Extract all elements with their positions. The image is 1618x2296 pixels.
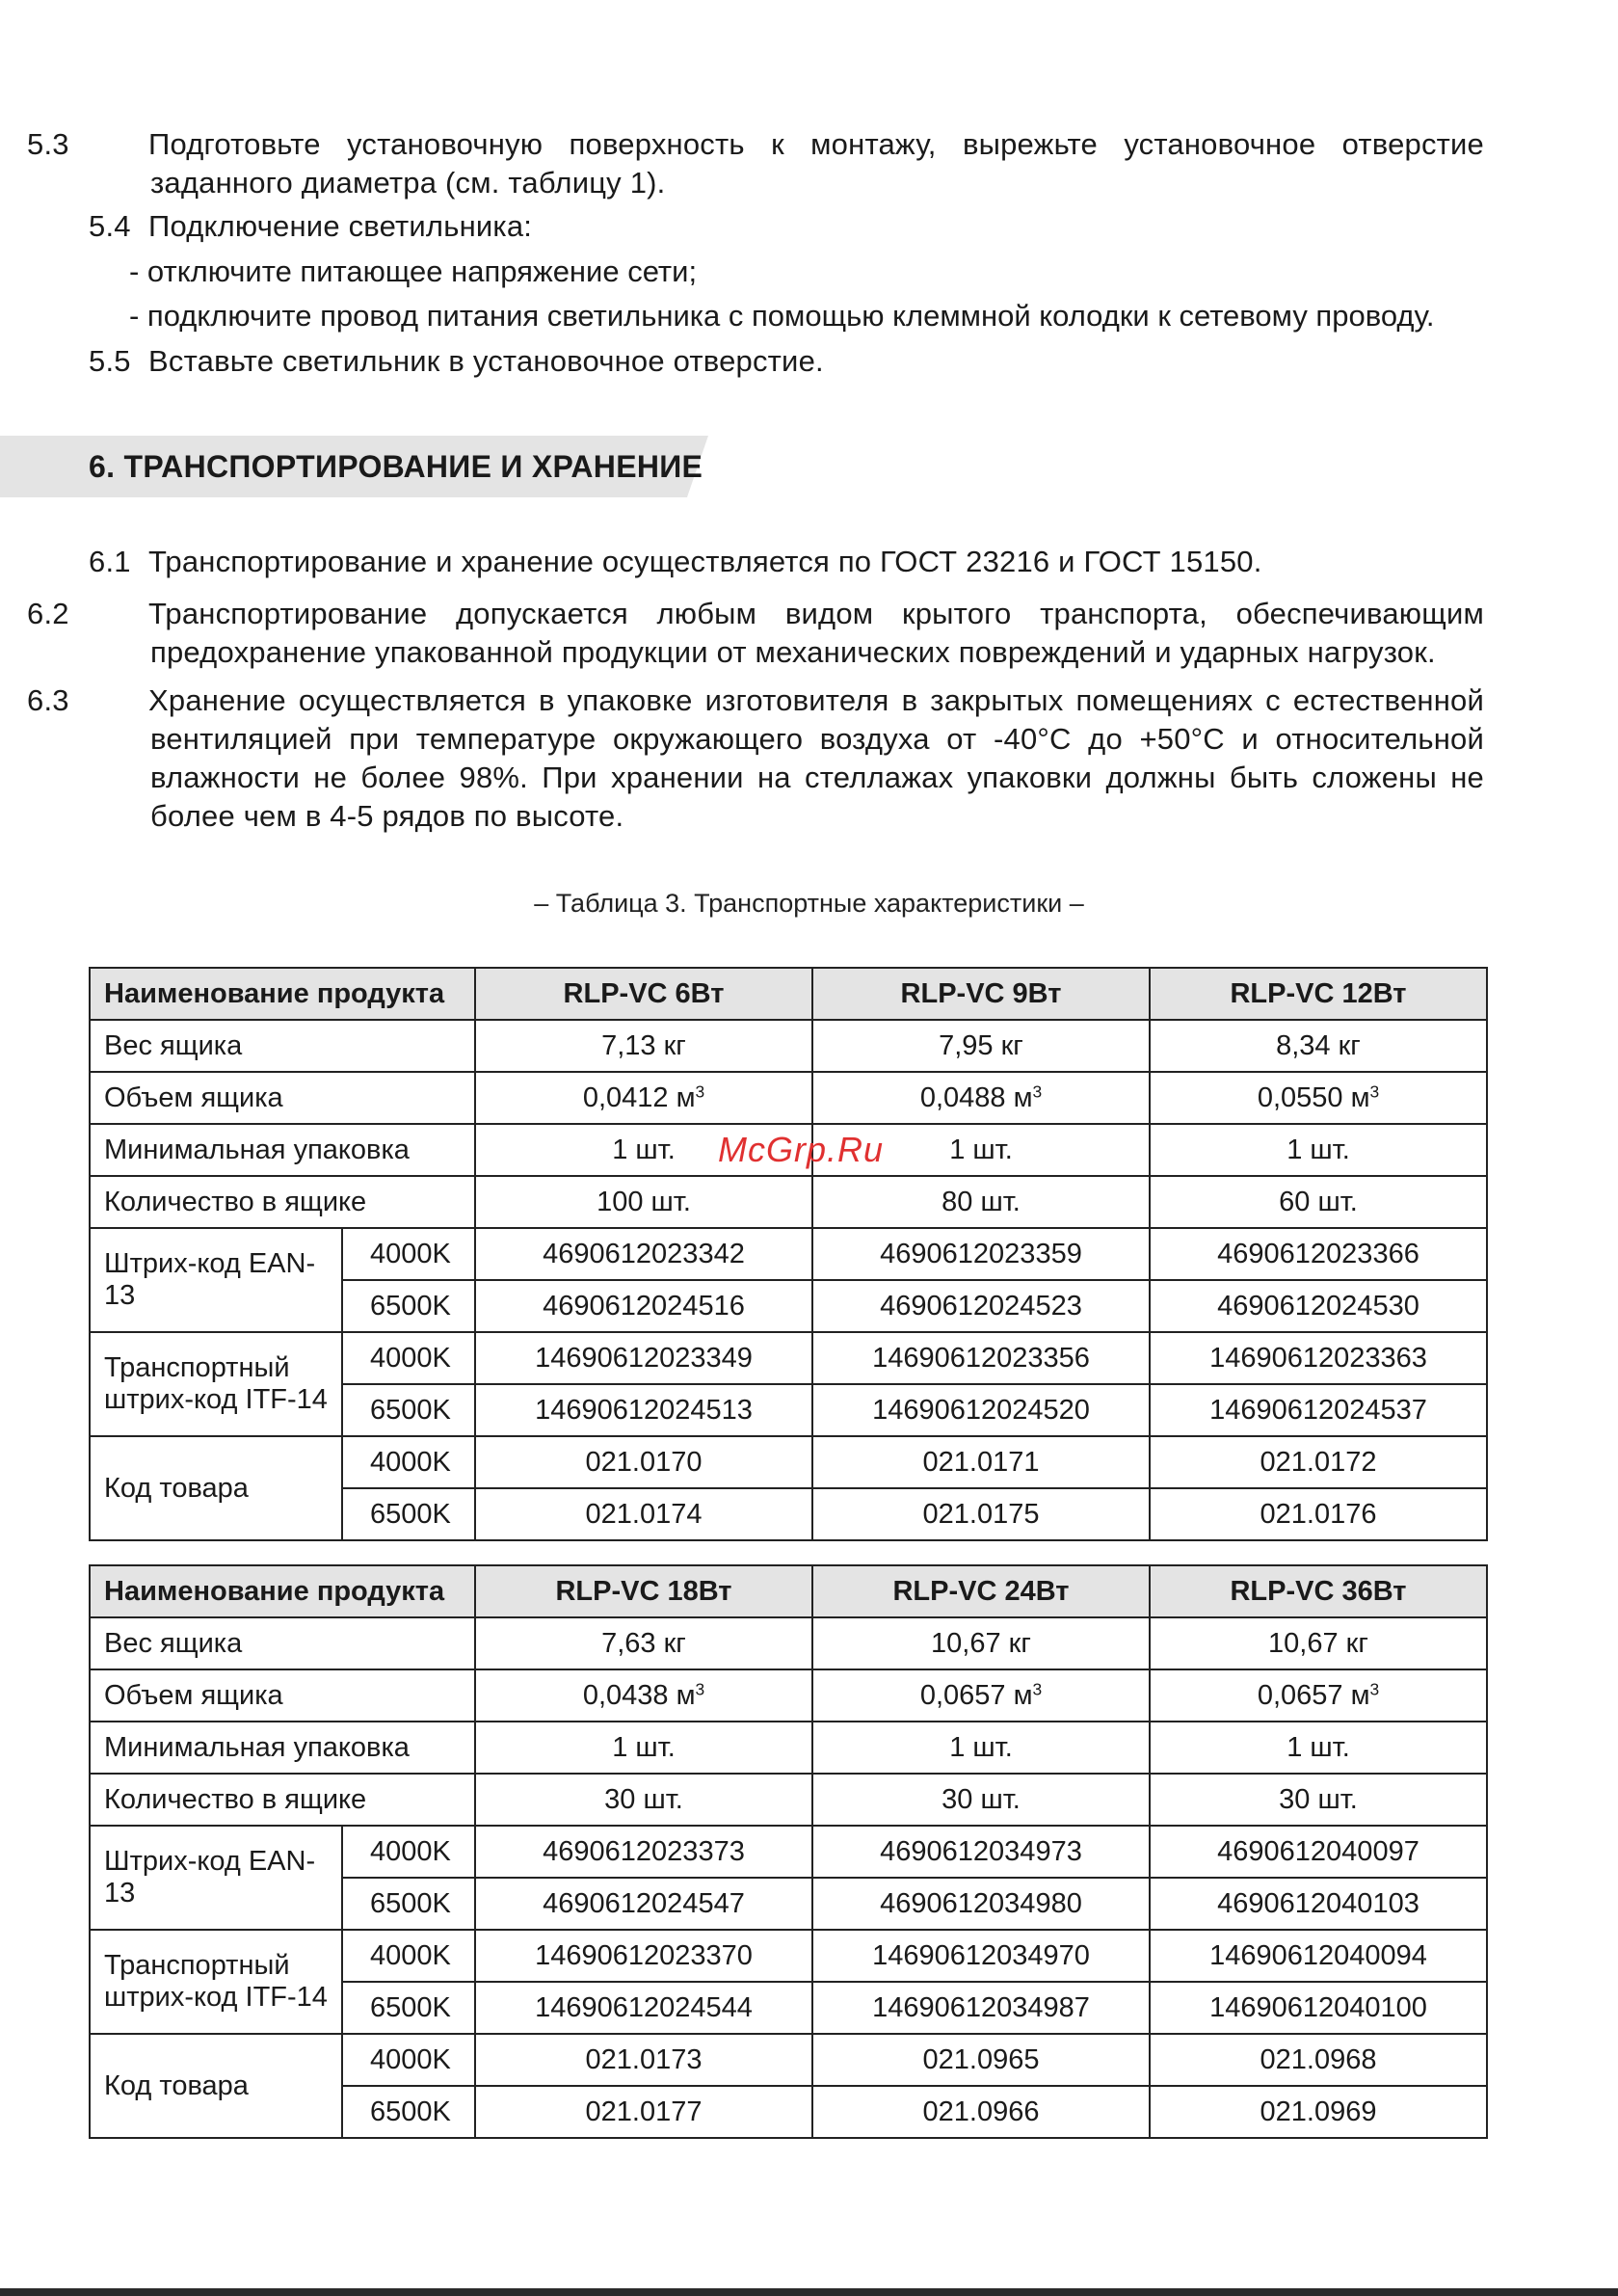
row-label: Объем ящика xyxy=(90,1669,475,1722)
table-row xyxy=(90,1617,1487,1669)
table-cell: 4690612040097 xyxy=(1150,1826,1487,1878)
color-temperature: 6500K xyxy=(342,1878,475,1930)
volume-unit-exponent: 3 xyxy=(1369,1678,1380,1698)
volume-value: 0,0657 xyxy=(1257,1679,1343,1711)
volume-unit-exponent: 3 xyxy=(695,1081,705,1101)
table-cell: 021.0966 xyxy=(812,2086,1150,2138)
table-cell: 14690612034987 xyxy=(812,1982,1150,2034)
table-cell: 1 шт. xyxy=(1150,1722,1487,1774)
table-cell: 8,34 кг xyxy=(1150,1020,1487,1072)
paragraph-5-3 xyxy=(27,125,1484,202)
volume-unit: м xyxy=(676,1679,696,1711)
volume-unit: м xyxy=(1013,1081,1033,1113)
table-row xyxy=(90,1436,1487,1488)
table-header-row xyxy=(90,1565,1487,1617)
color-temperature: 4000K xyxy=(342,1228,475,1280)
color-temperature: 6500K xyxy=(342,1280,475,1332)
table-cell xyxy=(812,1072,1150,1124)
volume-unit: м xyxy=(1013,1679,1033,1711)
volume-unit: м xyxy=(1350,1081,1370,1113)
paragraph-text: Вставьте светильник в установочное отверстие. xyxy=(148,344,824,378)
header-product: RLP-VC 12Вт xyxy=(1150,968,1487,1020)
volume-unit: м xyxy=(1350,1679,1370,1711)
color-temperature: 6500K xyxy=(342,1982,475,2034)
volume-unit-exponent: 3 xyxy=(1032,1678,1043,1698)
color-temperature: 4000K xyxy=(342,2034,475,2086)
table-cell: 80 шт. xyxy=(812,1176,1150,1228)
table-row xyxy=(90,1669,1487,1722)
table-row xyxy=(90,1722,1487,1774)
volume-unit-exponent: 3 xyxy=(1369,1081,1380,1101)
table-row xyxy=(90,1826,1487,1878)
header-product: RLP-VC 24Вт xyxy=(812,1565,1150,1617)
table-cell: 14690612024537 xyxy=(1150,1384,1487,1436)
table-cell: 021.0175 xyxy=(812,1488,1150,1540)
table-cell: 14690612040094 xyxy=(1150,1930,1487,1982)
table-cell: 4690612023359 xyxy=(812,1228,1150,1280)
table-cell: 14690612023356 xyxy=(812,1332,1150,1384)
table-cell xyxy=(812,1669,1150,1722)
volume-value: 0,0488 xyxy=(919,1081,1006,1113)
row-label: Вес ящика xyxy=(90,1020,475,1072)
table-cell: 4690612040103 xyxy=(1150,1878,1487,1930)
table-header-row xyxy=(90,968,1487,1020)
paragraph-number: 5.4 xyxy=(89,209,131,243)
table-cell: 14690612040100 xyxy=(1150,1982,1487,2034)
transport-table-2 xyxy=(89,1564,1488,2139)
header-label: Наименование продукта xyxy=(90,1565,475,1617)
row-label: Штрих-код EAN-13 xyxy=(90,1826,342,1930)
volume-unit-exponent: 3 xyxy=(1032,1081,1043,1101)
paragraph-5-4 xyxy=(89,207,1484,246)
color-temperature: 4000K xyxy=(342,1332,475,1384)
row-label: Штрих-код EAN-13 xyxy=(90,1228,342,1332)
table-row xyxy=(90,1072,1487,1124)
paragraph-6-2 xyxy=(27,595,1484,672)
row-label: Минимальная упаковка xyxy=(90,1124,475,1176)
paragraph-text: Хранение осуществляется в упаковке изготовителя в закрытых помещениях с естественной вентиляцией при температуре окружающего воздуха от -40°С до +50°С и относительной влажности не более 98%. При хранении на стеллажах упаковки должны быть сложены не более чем в 4-5 рядов по высоте. xyxy=(148,683,1484,833)
color-temperature: 4000K xyxy=(342,1436,475,1488)
table-cell: 4690612023342 xyxy=(475,1228,812,1280)
paragraph-6-3 xyxy=(27,681,1484,836)
table-cell: 1 шт. xyxy=(475,1722,812,1774)
table-cell: 1 шт. xyxy=(475,1124,812,1176)
paragraph-text: Транспортирование допускается любым видом крытого транспорта, обеспечивающим предохранение упакованной продукции от механических повреждений и ударных нагрузок. xyxy=(148,597,1484,669)
bottom-rule xyxy=(0,2288,1618,2296)
table-cell: 4690612024523 xyxy=(812,1280,1150,1332)
table-cell: 14690612023349 xyxy=(475,1332,812,1384)
paragraph-number: 5.5 xyxy=(89,344,131,378)
table-cell: 021.0176 xyxy=(1150,1488,1487,1540)
volume-value: 0,0657 xyxy=(919,1679,1006,1711)
table-cell: 4690612023373 xyxy=(475,1826,812,1878)
table-cell: 021.0177 xyxy=(475,2086,812,2138)
table-cell: 14690612023363 xyxy=(1150,1332,1487,1384)
table-cell: 4690612024547 xyxy=(475,1878,812,1930)
watermark: McGrp.Ru xyxy=(718,1130,885,1169)
section-title: 6. ТРАНСПОРТИРОВАНИЕ И ХРАНЕНИЕ xyxy=(89,449,703,484)
table-cell: 4690612023366 xyxy=(1150,1228,1487,1280)
table-cell: 021.0965 xyxy=(812,2034,1150,2086)
row-label: Транспортный штрих-код ITF-14 xyxy=(90,1930,342,2034)
table-cell: 4690612024530 xyxy=(1150,1280,1487,1332)
table-cell: 021.0174 xyxy=(475,1488,812,1540)
table-cell: 30 шт. xyxy=(812,1774,1150,1826)
table-cell: 14690612024520 xyxy=(812,1384,1150,1436)
color-temperature: 6500K xyxy=(342,1384,475,1436)
table-cell: 7,95 кг xyxy=(812,1020,1150,1072)
table-cell xyxy=(1150,1669,1487,1722)
transport-table-1 xyxy=(89,967,1488,1541)
table-cell: 021.0173 xyxy=(475,2034,812,2086)
table-cell: 14690612024544 xyxy=(475,1982,812,2034)
table-row xyxy=(90,1228,1487,1280)
table-cell: 30 шт. xyxy=(1150,1774,1487,1826)
row-label: Вес ящика xyxy=(90,1617,475,1669)
table-caption: – Таблица 3. Транспортные характеристики – xyxy=(534,889,1084,918)
row-label: Минимальная упаковка xyxy=(90,1722,475,1774)
header-label: Наименование продукта xyxy=(90,968,475,1020)
table-cell xyxy=(1150,1072,1487,1124)
list-item: - отключите питающее напряжение сети; xyxy=(129,254,698,288)
paragraph-text: Подготовьте установочную поверхность к монтажу, вырежьте установочное отверстие заданного диаметра (см. таблицу 1). xyxy=(148,127,1484,200)
table-row xyxy=(90,1930,1487,1982)
table-cell: 10,67 кг xyxy=(812,1617,1150,1669)
table-cell: 4690612034980 xyxy=(812,1878,1150,1930)
table-cell: 1 шт. xyxy=(1150,1124,1487,1176)
table-cell: 14690612023370 xyxy=(475,1930,812,1982)
table-cell: 10,67 кг xyxy=(1150,1617,1487,1669)
table-cell: 021.0172 xyxy=(1150,1436,1487,1488)
paragraph-number: 5.3 xyxy=(27,127,69,161)
paragraph-number: 6.3 xyxy=(27,683,69,717)
list-item: - подключите провод питания светильника с помощью клеммной колодки к сетевому проводу. xyxy=(129,299,1435,333)
volume-unit-exponent: 3 xyxy=(695,1678,705,1698)
row-label: Транспортный штрих-код ITF-14 xyxy=(90,1332,342,1436)
table-cell: 021.0968 xyxy=(1150,2034,1487,2086)
color-temperature: 6500K xyxy=(342,1488,475,1540)
table-cell: 60 шт. xyxy=(1150,1176,1487,1228)
table-cell xyxy=(475,1669,812,1722)
table-cell: 4690612034973 xyxy=(812,1826,1150,1878)
color-temperature: 4000K xyxy=(342,1826,475,1878)
header-product: RLP-VC 36Вт xyxy=(1150,1565,1487,1617)
table-cell: 100 шт. xyxy=(475,1176,812,1228)
volume-value: 0,0438 xyxy=(582,1679,669,1711)
table-cell: 14690612024513 xyxy=(475,1384,812,1436)
color-temperature: 6500K xyxy=(342,2086,475,2138)
table-cell: 021.0171 xyxy=(812,1436,1150,1488)
paragraph-number: 6.1 xyxy=(89,545,131,578)
paragraph-number: 6.2 xyxy=(27,597,69,630)
paragraph-text: Подключение светильника: xyxy=(148,209,533,243)
table-cell: 1 шт. xyxy=(812,1722,1150,1774)
table-row xyxy=(90,1176,1487,1228)
header-product: RLP-VC 6Вт xyxy=(475,968,812,1020)
volume-value: 0,0412 xyxy=(582,1081,669,1113)
table-cell: 7,13 кг xyxy=(475,1020,812,1072)
volume-value: 0,0550 xyxy=(1257,1081,1343,1113)
paragraph-6-1 xyxy=(89,543,1484,581)
row-label: Код товара xyxy=(90,1436,342,1540)
header-product: RLP-VC 18Вт xyxy=(475,1565,812,1617)
table-row xyxy=(90,1774,1487,1826)
table-row xyxy=(90,2034,1487,2086)
paragraph-text: Транспортирование и хранение осуществляется по ГОСТ 23216 и ГОСТ 15150. xyxy=(148,545,1262,578)
table-cell: 14690612034970 xyxy=(812,1930,1150,1982)
table-row xyxy=(90,1020,1487,1072)
color-temperature: 4000K xyxy=(342,1930,475,1982)
paragraph-5-5 xyxy=(89,342,1484,381)
table-cell: 7,63 кг xyxy=(475,1617,812,1669)
row-label: Количество в ящике xyxy=(90,1774,475,1826)
header-product: RLP-VC 9Вт xyxy=(812,968,1150,1020)
table-cell: 021.0969 xyxy=(1150,2086,1487,2138)
table-cell xyxy=(475,1072,812,1124)
volume-unit: м xyxy=(676,1081,696,1113)
table-cell: 30 шт. xyxy=(475,1774,812,1826)
table-cell: 4690612024516 xyxy=(475,1280,812,1332)
table-row xyxy=(90,1332,1487,1384)
row-label: Объем ящика xyxy=(90,1072,475,1124)
table-cell: 021.0170 xyxy=(475,1436,812,1488)
row-label: Количество в ящике xyxy=(90,1176,475,1228)
row-label: Код товара xyxy=(90,2034,342,2138)
table-cell: 1 шт. xyxy=(812,1124,1150,1176)
